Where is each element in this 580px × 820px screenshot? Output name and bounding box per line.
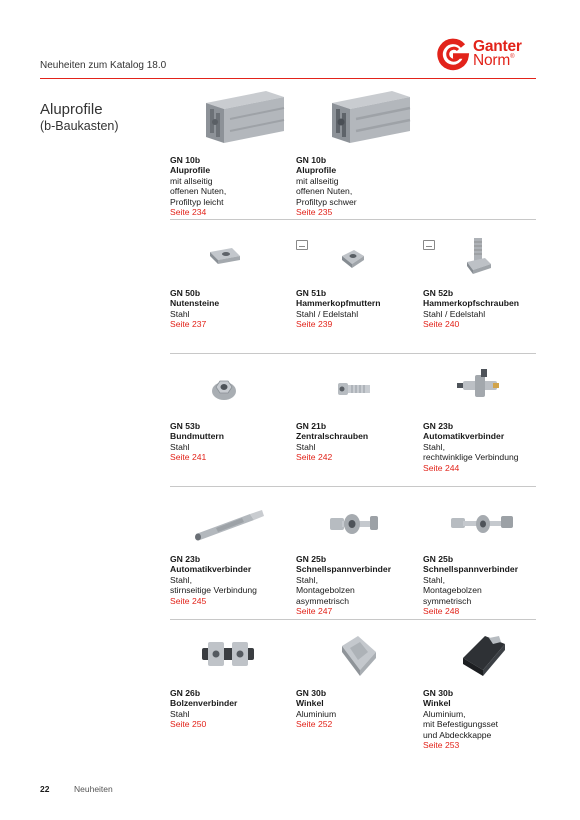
product-description: Stahl [170, 441, 190, 452]
product-name: Aluprofile [296, 165, 337, 176]
page-number: 22 [40, 784, 50, 794]
section-subtitle: (b-Baukasten) [40, 119, 119, 133]
product-code: GN 23b [170, 554, 201, 564]
product-gn23b-endface[interactable] [170, 474, 292, 606]
quick-clamp-connector-icon [296, 474, 418, 554]
product-gn25b-symmetric[interactable] [423, 474, 545, 616]
product-code: GN 26b [170, 688, 201, 698]
product-gn53b[interactable] [170, 341, 292, 463]
product-code: GN 10b [296, 155, 327, 165]
product-description: Stahl, rechtwinklige Verbindung [423, 441, 519, 463]
product-name: Winkel [296, 698, 324, 709]
product-description: Stahl, Montagebolzen symmetrisch [423, 574, 482, 606]
product-gn23b-rightangle[interactable] [423, 341, 545, 473]
catalog-header: Neuheiten zum Katalog 18.0 [40, 60, 167, 71]
product-description: Stahl [170, 708, 190, 719]
product-description: mit allseitig offenen Nuten, Profiltyp leicht [170, 175, 227, 207]
product-description: Stahl [170, 308, 190, 319]
product-gn25b-asymmetric[interactable] [296, 474, 418, 616]
t-slot-bolt-icon [423, 208, 545, 288]
angle-bracket-icon [296, 608, 418, 688]
central-screw-icon [296, 341, 418, 421]
page-reference-link[interactable]: Seite 240 [423, 319, 460, 330]
product-description: Aluminium, mit Befestigungsset und Abdeckkappe [423, 708, 498, 740]
product-description: Stahl, Montagebolzen asymmetrisch [296, 574, 355, 606]
product-gn51b[interactable] [296, 208, 418, 330]
product-name: Bolzenverbinder [170, 698, 238, 709]
page-reference-link[interactable]: Seite 245 [170, 595, 207, 606]
product-description: Stahl [296, 441, 316, 452]
page-reference-link[interactable]: Seite 239 [296, 319, 333, 330]
product-code: GN 25b [423, 554, 454, 564]
bolt-connector-icon [170, 608, 292, 688]
product-code: GN 21b [296, 421, 327, 431]
product-name: Schnellspannverbinder [423, 564, 519, 575]
product-description: Stahl / Edelstahl [296, 308, 359, 319]
product-gn30b-cap[interactable] [423, 608, 545, 750]
product-name: Bundmuttern [170, 431, 224, 442]
product-gn52b[interactable] [423, 208, 545, 330]
page-reference-link[interactable]: Seite 248 [423, 606, 460, 617]
page-reference-link[interactable]: Seite 241 [170, 452, 207, 463]
product-gn10b-light[interactable] [170, 75, 292, 217]
footer-label: Neuheiten [74, 784, 113, 794]
automatic-connector-icon [170, 474, 292, 554]
product-name: Zentralschrauben [296, 431, 369, 442]
automatic-connector-icon [423, 341, 545, 421]
product-code: GN 50b [170, 288, 201, 298]
aluminum-profile-icon [170, 75, 292, 155]
product-description: Aluminium [296, 708, 337, 719]
flange-nut-icon [170, 341, 292, 421]
product-name: Hammerkopfschrauben [423, 298, 519, 309]
quick-clamp-connector-icon [423, 474, 545, 554]
product-name: Nutensteine [170, 298, 220, 309]
product-name: Automatikverbinder [423, 431, 505, 442]
ganter-norm-logo [436, 37, 546, 73]
product-name: Schnellspannverbinder [296, 564, 392, 575]
page-reference-link[interactable]: Seite 252 [296, 719, 333, 730]
stainless-steel-icon [423, 240, 435, 250]
t-slot-nut-icon [296, 208, 418, 288]
section-title: Aluprofile [40, 101, 103, 118]
page-reference-link[interactable]: Seite 235 [296, 207, 333, 218]
slot-nut-icon [170, 208, 292, 288]
product-code: GN 23b [423, 421, 454, 431]
product-code: GN 52b [423, 288, 454, 298]
product-gn26b[interactable] [170, 608, 292, 730]
stainless-steel-icon [296, 240, 308, 250]
product-gn21b[interactable] [296, 341, 418, 463]
product-name: Aluprofile [170, 165, 211, 176]
product-code: GN 30b [296, 688, 327, 698]
product-code: GN 10b [170, 155, 201, 165]
aluminum-profile-icon [296, 75, 418, 155]
product-name: Winkel [423, 698, 451, 709]
product-description: mit allseitig offenen Nuten, Profiltyp schwer [296, 175, 357, 207]
product-code: GN 51b [296, 288, 327, 298]
page-reference-link[interactable]: Seite 234 [170, 207, 207, 218]
page-reference-link[interactable]: Seite 242 [296, 452, 333, 463]
brand-name: Ganter [473, 38, 522, 55]
ganter-logo-icon [436, 37, 470, 71]
page-reference-link[interactable]: Seite 253 [423, 740, 460, 751]
product-code: GN 25b [296, 554, 327, 564]
product-code: GN 53b [170, 421, 201, 431]
product-name: Hammerkopfmuttern [296, 298, 381, 309]
product-code: GN 30b [423, 688, 454, 698]
product-gn10b-heavy[interactable] [296, 75, 418, 217]
angle-bracket-cap-icon [423, 608, 545, 688]
page-reference-link[interactable]: Seite 247 [296, 606, 333, 617]
product-gn50b[interactable] [170, 208, 292, 330]
page-reference-link[interactable]: Seite 237 [170, 319, 207, 330]
product-name: Automatikverbinder [170, 564, 252, 575]
product-gn30b[interactable] [296, 608, 418, 730]
page-reference-link[interactable]: Seite 250 [170, 719, 207, 730]
page-reference-link[interactable]: Seite 244 [423, 462, 460, 473]
product-description: Stahl, stirnseitige Verbindung [170, 574, 257, 596]
product-description: Stahl / Edelstahl [423, 308, 486, 319]
brand-norm: Norm® [473, 52, 515, 69]
